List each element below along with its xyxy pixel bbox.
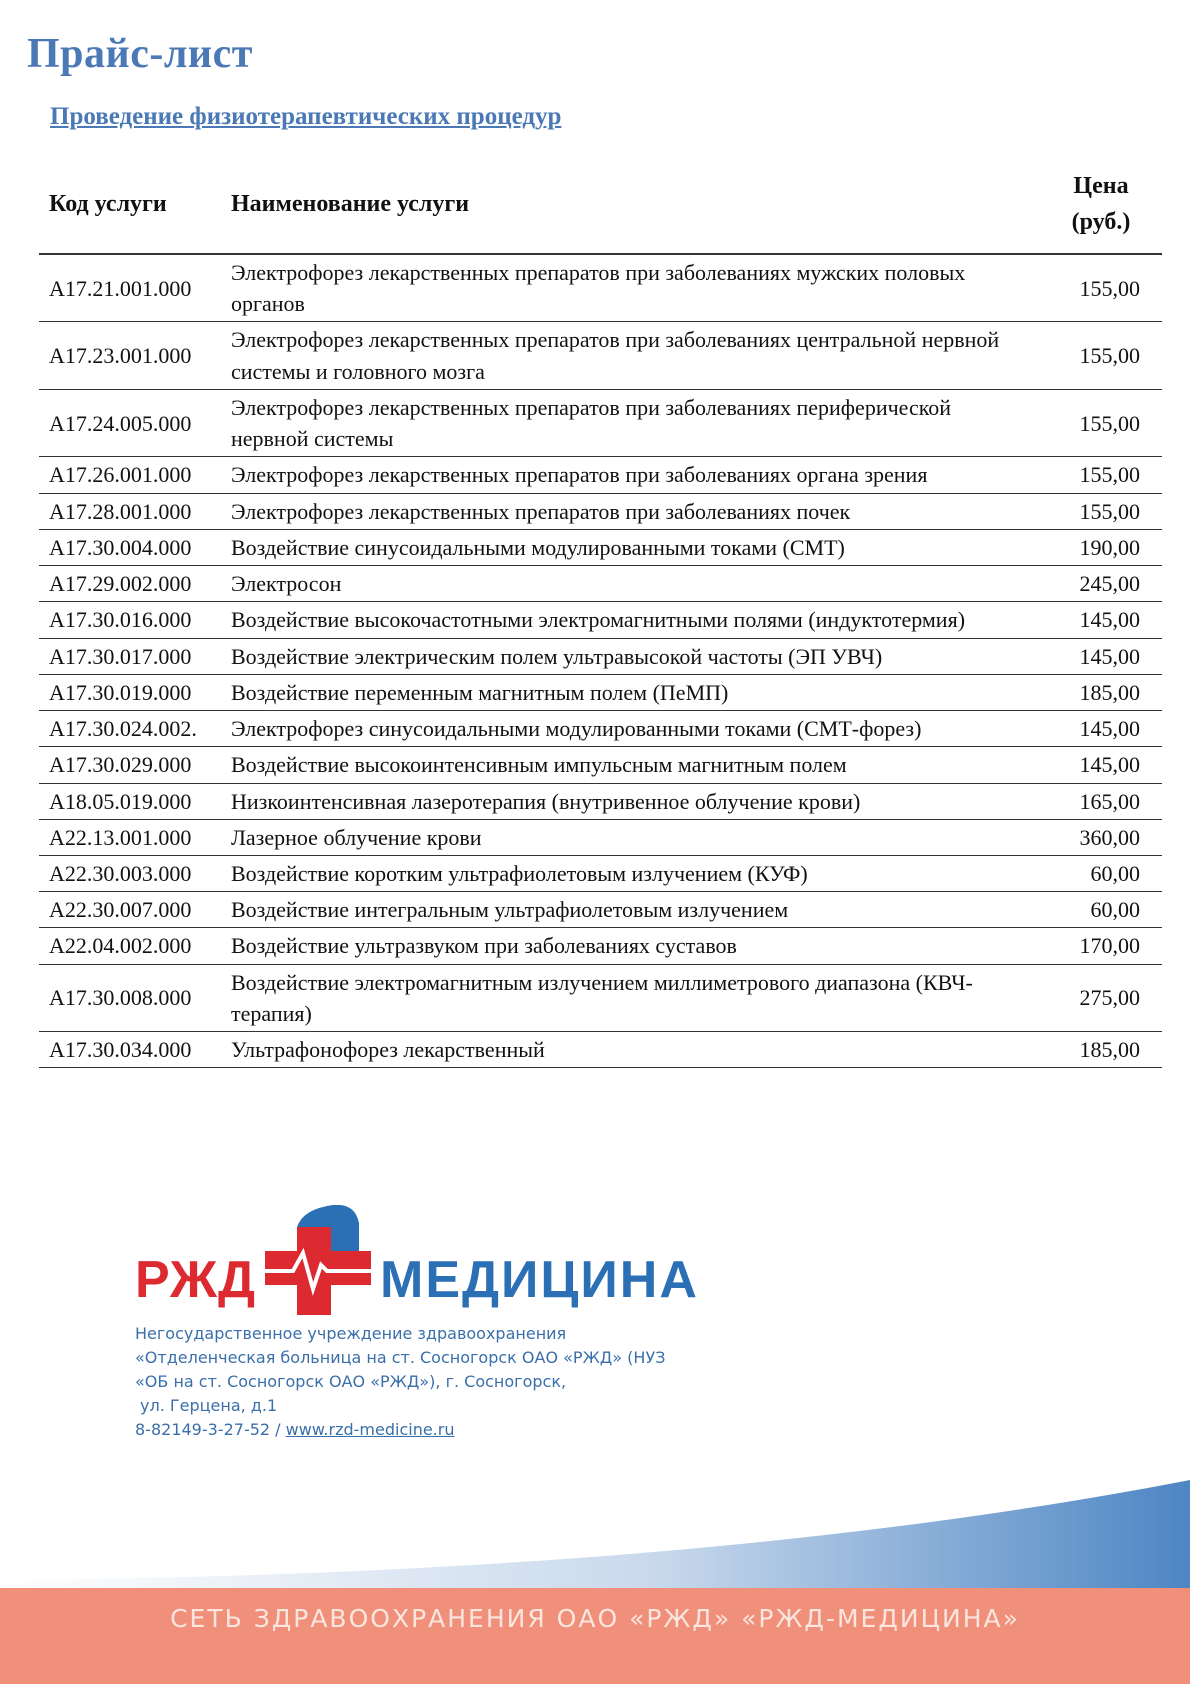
table-body: [39, 254, 1162, 1068]
service-price: 245,00: [1040, 566, 1162, 602]
service-name: Воздействие переменным магнитным полем (ПеМП): [221, 674, 1040, 710]
medical-cross-icon: [263, 1205, 373, 1317]
service-name: Воздействие синусоидальными модулированными токами (СМТ): [221, 529, 1040, 565]
header-code: Код услуги: [49, 190, 167, 217]
service-code: A22.30.003.000: [39, 855, 221, 891]
org-phone: 8-82149-3-27-52: [135, 1420, 271, 1439]
price-table: [39, 155, 1162, 1068]
table-row: [39, 389, 1162, 456]
service-price: 155,00: [1040, 493, 1162, 529]
service-price: 185,00: [1040, 1032, 1162, 1068]
footer-slogan: СЕТЬ ЗДРАВООХРАНЕНИЯ ОАО «РЖД» «РЖД-МЕДИЦИНА»: [170, 1604, 1020, 1633]
header-price: [1040, 155, 1162, 254]
table-row: [39, 855, 1162, 891]
table-row: [39, 529, 1162, 565]
service-name: Электросон: [221, 566, 1040, 602]
service-code: A17.30.029.000: [39, 747, 221, 783]
section-subtitle: Проведение физиотерапевтических процедур: [50, 103, 562, 130]
service-code: A22.13.001.000: [39, 819, 221, 855]
service-name: Воздействие электромагнитным излучением миллиметрового диапазона (КВЧ-терапия): [221, 964, 1040, 1031]
service-price: 145,00: [1040, 747, 1162, 783]
service-price: 155,00: [1040, 457, 1162, 493]
org-line-1: Негосударственное учреждение здравоохранения: [135, 1324, 567, 1343]
service-name: Воздействие высокочастотными электромагнитными полями (индуктотермия): [221, 602, 1040, 638]
service-code: A17.30.004.000: [39, 529, 221, 565]
org-address: ул. Герцена, д.1: [140, 1396, 278, 1415]
service-price: 155,00: [1040, 322, 1162, 389]
service-code: A17.28.001.000: [39, 493, 221, 529]
contact-separator: /: [270, 1420, 286, 1439]
table-header-row: [39, 155, 1162, 254]
service-name: Электрофорез лекарственных препаратов при заболеваниях центральной нервной системы и головного мозга: [221, 322, 1040, 389]
service-price: 145,00: [1040, 638, 1162, 674]
service-price: 60,00: [1040, 855, 1162, 891]
service-name: Электрофорез синусоидальными модулированными токами (СМТ-форез): [221, 711, 1040, 747]
service-name: Воздействие интегральным ультрафиолетовым излучением: [221, 892, 1040, 928]
table-row: [39, 819, 1162, 855]
service-code: A17.26.001.000: [39, 457, 221, 493]
table-row: [39, 928, 1162, 964]
service-code: A18.05.019.000: [39, 783, 221, 819]
table-row: [39, 674, 1162, 710]
service-price: 145,00: [1040, 602, 1162, 638]
rzd-medicine-logo: [135, 1205, 699, 1325]
table-row: [39, 457, 1162, 493]
service-name: Электрофорез лекарственных препаратов при заболеваниях органа зрения: [221, 457, 1040, 493]
footer-swoosh: [0, 1480, 1190, 1684]
service-code: A17.30.008.000: [39, 964, 221, 1031]
table-row: [39, 602, 1162, 638]
table-row: [39, 892, 1162, 928]
service-price: 360,00: [1040, 819, 1162, 855]
service-price: 60,00: [1040, 892, 1162, 928]
service-price: 185,00: [1040, 674, 1162, 710]
service-code: A17.30.016.000: [39, 602, 221, 638]
service-name: Воздействие электрическим полем ультравысокой частоты (ЭП УВЧ): [221, 638, 1040, 674]
service-code: A17.30.019.000: [39, 674, 221, 710]
service-code: A17.30.017.000: [39, 638, 221, 674]
service-price: 165,00: [1040, 783, 1162, 819]
org-line-3: «ОБ на ст. Сосногорск ОАО «РЖД»), г. Сосногорск,: [135, 1372, 567, 1391]
table-row: [39, 747, 1162, 783]
service-code: A17.29.002.000: [39, 566, 221, 602]
service-code: A22.04.002.000: [39, 928, 221, 964]
service-code: A17.24.005.000: [39, 389, 221, 456]
header-price-line1: Цена: [1073, 173, 1129, 199]
header-price-line2: (руб.): [1071, 209, 1131, 235]
org-contacts: [135, 1418, 665, 1442]
table-row: [39, 566, 1162, 602]
service-code: A17.30.034.000: [39, 1032, 221, 1068]
service-code: A17.21.001.000: [39, 254, 221, 322]
service-name: Воздействие коротким ультрафиолетовым излучением (КУФ): [221, 855, 1040, 891]
service-price: 145,00: [1040, 711, 1162, 747]
table-row: [39, 1032, 1162, 1068]
service-price: 155,00: [1040, 254, 1162, 322]
service-price: 275,00: [1040, 964, 1162, 1031]
service-code: A22.30.007.000: [39, 892, 221, 928]
service-name: Лазерное облучение крови: [221, 819, 1040, 855]
table-row: [39, 783, 1162, 819]
header-name: Наименование услуги: [231, 190, 470, 217]
table-row: [39, 711, 1162, 747]
table-row: [39, 638, 1162, 674]
service-name: Воздействие высокоинтенсивным импульсным магнитным полем: [221, 747, 1040, 783]
page-title: Прайс-лист: [27, 31, 253, 77]
service-price: 155,00: [1040, 389, 1162, 456]
footer-band: [0, 1588, 1190, 1684]
service-name: Электрофорез лекарственных препаратов при заболеваниях периферической нервной системы: [221, 389, 1040, 456]
organization-info: [135, 1322, 665, 1442]
service-name: Электрофорез лекарственных препаратов при заболеваниях мужских половых органов: [221, 254, 1040, 322]
logo-text-medicine: МЕДИЦИНА: [380, 1251, 699, 1309]
website-link[interactable]: www.rzd-medicine.ru: [285, 1420, 455, 1439]
service-code: A17.23.001.000: [39, 322, 221, 389]
service-name: Электрофорез лекарственных препаратов при заболеваниях почек: [221, 493, 1040, 529]
table-row: [39, 964, 1162, 1031]
service-code: A17.30.024.002.: [39, 711, 221, 747]
service-price: 170,00: [1040, 928, 1162, 964]
service-name: Ультрафонофорез лекарственный: [221, 1032, 1040, 1068]
table-row: [39, 493, 1162, 529]
service-name: Воздействие ультразвуком при заболеваниях суставов: [221, 928, 1040, 964]
table-row: [39, 254, 1162, 322]
logo-text-rzd: РЖД: [135, 1251, 257, 1309]
org-line-2: «Отделенческая больница на ст. Сосногорск ОАО «РЖД» (НУЗ: [135, 1348, 666, 1367]
service-price: 190,00: [1040, 529, 1162, 565]
service-name: Низкоинтенсивная лазеротерапия (внутривенное облучение крови): [221, 783, 1040, 819]
table-row: [39, 322, 1162, 389]
